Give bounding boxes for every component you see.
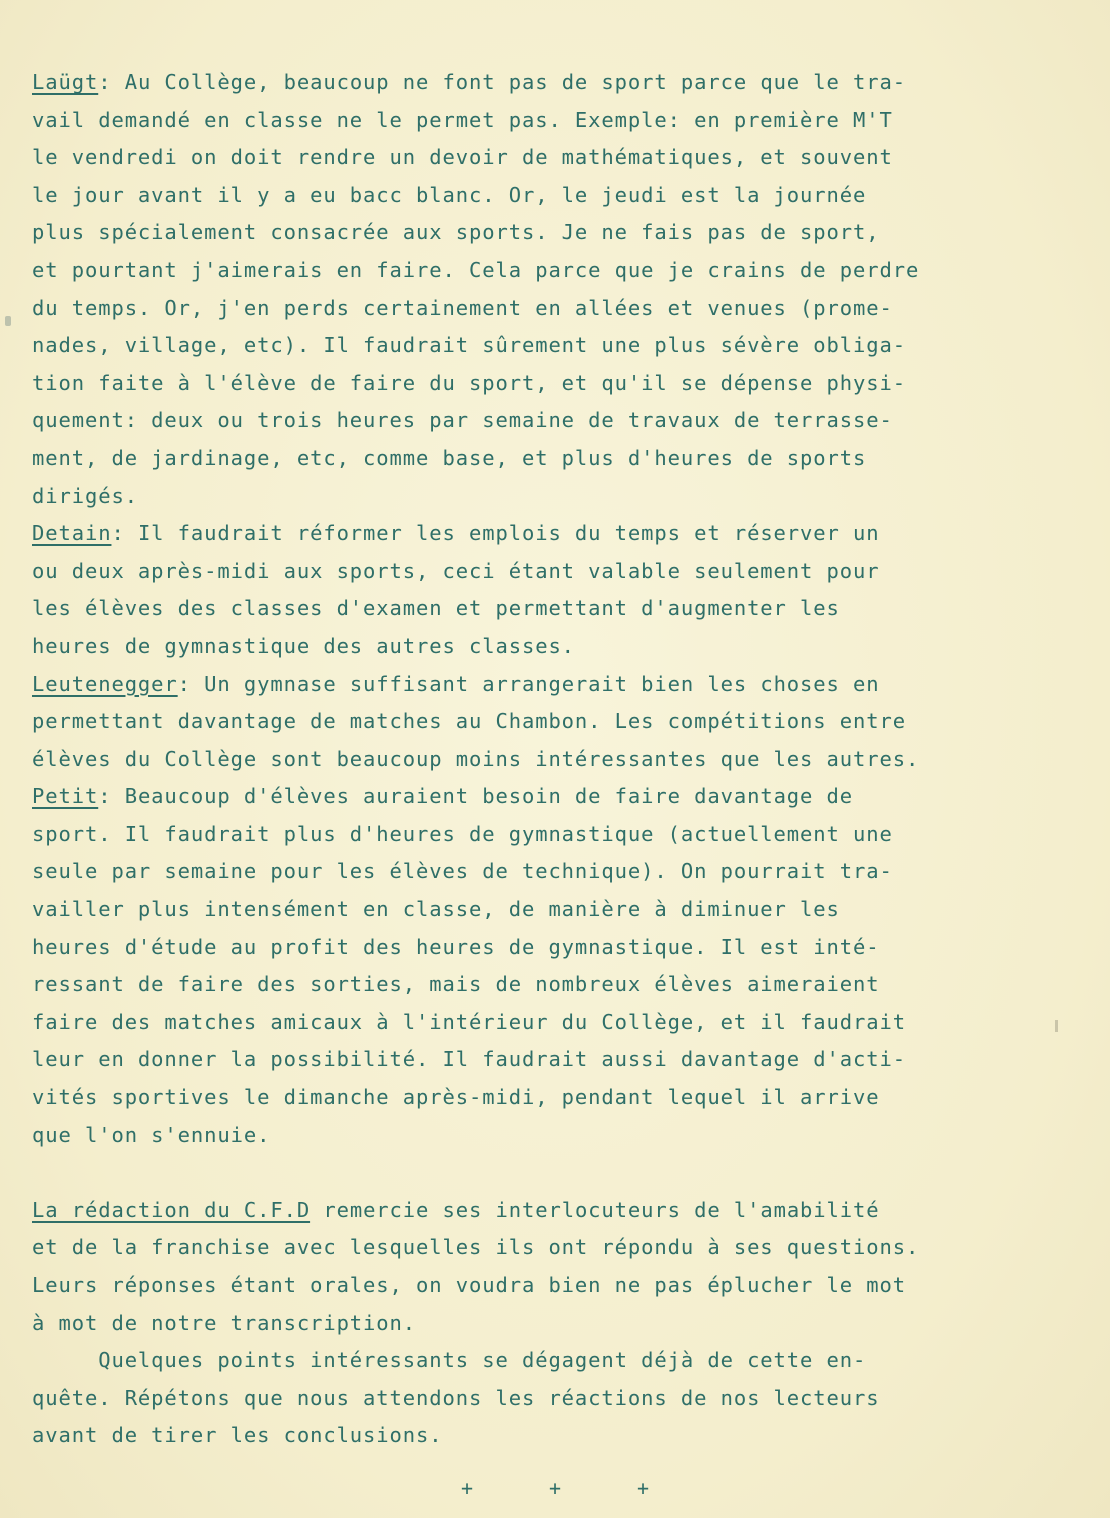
text-line: vités sportives le dimanche après-midi, pendant lequel il arrive (32, 1085, 880, 1110)
text-line: quement: deux ou trois heures par semaine de travaux de terrasse- (32, 408, 893, 433)
text-line: le vendredi on doit rendre un devoir de mathématiques, et souvent (32, 145, 893, 170)
text-line: dirigés. (32, 483, 138, 508)
closing-remark (32, 1192, 1032, 1342)
text-line: vailler plus intensément en classe, de manière à diminuer les (32, 897, 840, 922)
text-line: ment, de jardinage, etc, comme base, et plus d'heures de sports (32, 445, 867, 470)
separator-mark: + (548, 1476, 562, 1500)
editorial-lead: La rédaction du C.F.D (32, 1197, 311, 1222)
text-line: Il faudrait réformer les emplois du temps et réserver un (137, 521, 880, 546)
text-line: heures d'étude au profit des heures de gymnastique. Il est inté- (32, 934, 880, 959)
speaker-name: Detain (32, 521, 112, 546)
text-line: Quelques points intéressants se dégagent déjà de cette en- (32, 1348, 867, 1373)
blank-line (32, 1154, 1032, 1192)
text-line: avant de tirer les conclusions. (32, 1423, 443, 1448)
interview-answer: Petit: Beaucoup d'élèves auraient besoin de faire davantage de sport. Il faudrait plus d'heures de gymnastique (actuellement une seule par semaine pour les élèves de technique). On pourrait tra- vailler plus intensément en classe, de manière à diminuer les heures d'étude au profit des heures de gymnastique. Il est inté- ressant de faire des sorties, mais de nombreux élèves aimeraient faire des matches amicaux à l'intérieur du Collège, et il faudrait leur en donner la possibilité. Il faudrait aussi davantage d'acti- vités sportives le dimanche après-midi, pendant lequel il arrive que l'on s'ennuie. (32, 778, 1032, 1154)
speaker-name: Laügt (32, 70, 99, 94)
text-line: heures de gymnastique des autres classes. (32, 633, 575, 658)
text-line: remercie ses interlocuteurs de l'amabilité (323, 1197, 880, 1222)
text-line: le jour avant il y a eu bacc blanc. Or, le jeudi est la journée (32, 182, 867, 207)
text-line: nades, village, etc). Il faudrait sûrement une plus sévère obliga- (32, 333, 906, 358)
text-line: les élèves des classes d'examen et permettant d'augmenter les (32, 596, 840, 621)
text-line: permettant davantage de matches au Chambon. Les compétitions entre (32, 709, 906, 734)
speaker-name: Leutenegger (32, 671, 178, 696)
text-line: et de la franchise avec lesquelles ils ont répondu à ses questions. (32, 1235, 920, 1260)
text-line: tion faite à l'élève de faire du sport, et qu'il se dépense physi- (32, 370, 906, 395)
speaker-name: Petit (32, 784, 99, 809)
paper-speck (5, 316, 11, 326)
text-line: élèves du Collège sont beaucoup moins intéressantes que les autres. (32, 746, 920, 771)
text-line: Beaucoup d'élèves auraient besoin de faire davantage de (124, 784, 854, 809)
paper-speck (1055, 1020, 1058, 1032)
text-line: Leurs réponses étant orales, on voudra bien ne pas éplucher le mot (32, 1273, 906, 1297)
text-line: du temps. Or, j'en perds certainement en allées et venues (prome- (32, 295, 893, 320)
interview-answer: Laügt: Au Collège, beaucoup ne font pas de sport parce que le tra- vail demandé en classe ne le permet pas. Exemple: en première M'T le vendredi on doit rendre un devoir de mathématiques, et souvent le jour avant il y a eu bacc blanc. Or, le jeudi est la journée plus spécialement consacrée aux sports. Je ne fais pas de sport, et pourtant j'aimerais en faire. Cela parce que je crains de perdre du temps. Or, j'en perds certainement en allées et venues (prome- nades, village, etc). Il faudrait sûrement une plus sévère obliga- tion faite à l'élève de faire du sport, et qu'il se dépense physi- quement: deux ou trois heures par semaine de travaux de terrasse- ment, de jardinage, etc, comme base, et plus d'heures de sports dirigés. (32, 64, 1032, 515)
text-line: Un gymnase suffisant arrangerait bien les choses en (204, 671, 880, 696)
text-line: leur en donner la possibilité. Il faudrait aussi davantage d'acti- (32, 1047, 906, 1072)
section-separator (0, 1476, 1110, 1500)
text-line: seule par semaine pour les élèves de technique). On pourrait tra- (32, 859, 893, 884)
typed-text (32, 64, 1032, 1455)
final-paragraph (32, 1342, 1032, 1455)
text-line: sport. Il faudrait plus d'heures de gymnastique (actuellement une (32, 821, 893, 846)
separator-mark: + (460, 1476, 474, 1500)
text-line: plus spécialement consacrée aux sports. Je ne fais pas de sport, (32, 220, 880, 245)
text-line: que l'on s'ennuie. (32, 1122, 271, 1147)
text-line: Au Collège, beaucoup ne font pas de sport parce que le tra- (124, 70, 906, 94)
interview-answer: Leutenegger: Un gymnase suffisant arrangerait bien les choses en permettant davantage de matches au Chambon. Les compétitions entre élèves du Collège sont beaucoup moins intéressantes que les autres. (32, 666, 1032, 779)
text-line: quête. Répétons que nous attendons les réactions de nos lecteurs (32, 1385, 880, 1410)
text-line: à mot de notre transcription. (32, 1310, 417, 1335)
text-line: faire des matches amicaux à l'intérieur du Collège, et il faudrait (32, 1009, 906, 1034)
text-line: vail demandé en classe ne le permet pas. Exemple: en première M'T (32, 107, 893, 132)
text-line: et pourtant j'aimerais en faire. Cela parce que je crains de perdre (32, 257, 920, 282)
interview-answer: Detain: Il faudrait réformer les emplois du temps et réserver un ou deux après-midi aux sports, ceci étant valable seulement pour les élèves des classes d'examen et permettant d'augmenter les heures de gymnastique des autres classes. (32, 515, 1032, 665)
text-line: ou deux après-midi aux sports, ceci étant valable seulement pour (32, 558, 880, 583)
separator-mark: + (636, 1476, 650, 1500)
text-line: ressant de faire des sorties, mais de nombreux élèves aimeraient (32, 972, 880, 997)
